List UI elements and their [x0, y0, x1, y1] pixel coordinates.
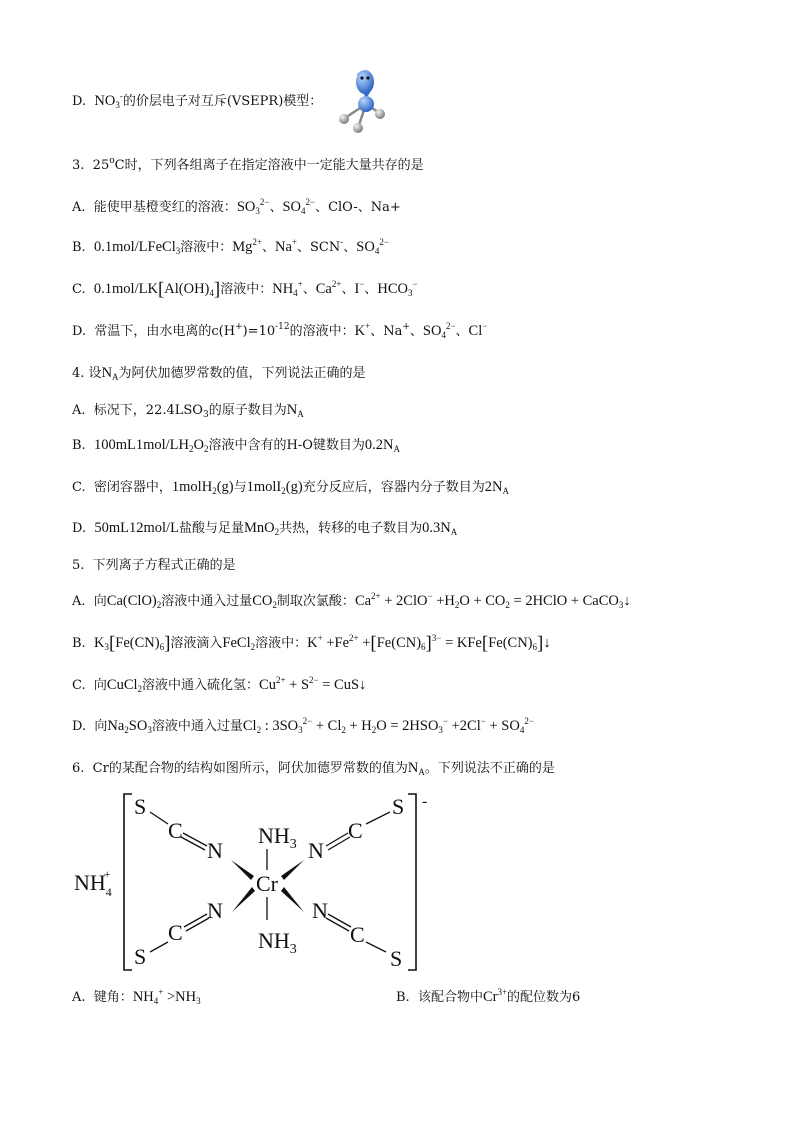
nitrogen-upper-left: N: [207, 838, 223, 863]
carbon-lower-right: C: [350, 922, 365, 947]
ammine-ligand-bottom: $NH_3$: [258, 928, 297, 957]
q4-option-c: C. 密闭容器中，1molH$_2$(g)与1molI$_2$(g)充分反应后，容器内分子数目为$2N_A$: [72, 479, 509, 496]
complex-charge: -: [422, 793, 428, 810]
carbon-lower-left: C: [168, 920, 183, 945]
nitrogen-lower-left: N: [207, 898, 223, 923]
carbon-upper-left: C: [168, 818, 183, 843]
q3-option-a: A. 能使甲基橙变红的溶液：$SO_3^{2-}$、$SO_4^{2-}$、ClO-、Na+: [72, 197, 401, 216]
ammine-ligand-top: $NH_3$: [258, 823, 297, 852]
q3-stem: 3. 25$^o$C时，下列各组离子在指定溶液中一定能大量共存的是: [72, 156, 424, 173]
nitrogen-lower-right: N: [312, 898, 328, 923]
q5-stem: 5. 下列离子方程式正确的是: [72, 558, 236, 573]
carbon-upper-right: C: [348, 818, 363, 843]
q4-option-d: D. 50mL12mol/L盐酸与足量MnO$_2$共热，转移的电子数目为$0.3N_A$: [72, 520, 458, 537]
sulfur-upper-right: S: [392, 794, 405, 819]
nitrate-formula: $NO_3^-$: [94, 91, 123, 110]
q5-option-b: B. $K_3[Fe(CN)_6]$溶液滴入FeCl$_2$溶液中：$K^+ +Fe^{2+} +[Fe(CN)_6]^{3-}$ = $KFe[Fe(CN)_6]↓$: [72, 633, 551, 654]
ammonium-cation: $NH_4+$: [74, 867, 112, 899]
nitrogen-upper-right: N: [308, 838, 324, 863]
q3-option-c: C. $0.1mol/LK[Al(OH)_4]$溶液中：$NH_4^+$、$Ca^{2+}$、I−、$HCO_3^-$: [72, 279, 418, 300]
complex-structure-diagram: [70, 786, 440, 976]
chromium-center: Cr: [256, 871, 278, 896]
q6-stem: 6. Cr的某配合物的结构如图所示，阿伏加德罗常数的值为$N_A$。下列说法不正确的是: [72, 760, 555, 777]
q5-option-d: D. 向$Na_2SO_3$溶液中通入过量$Cl_2$ : $3SO_3^{2-} + Cl_2 + H_2O = 2HSO_3^- +2Cl^- + SO_4^{2-}$: [72, 716, 534, 735]
q5-option-a: A. 向$Ca(ClO)_2$溶液中通入过量$CO_2$制取次氯酸：$Ca^{2+} + 2ClO^- +H_2O + CO_2$ = 2HClO + CaCO$_3$↓: [72, 591, 631, 610]
q3-option-d: D. 常温下，由水电离的$c(H^+)=10^{-12}$的溶液中：K+、Na+、$SO_4^{2-}$、Cl−: [72, 321, 488, 340]
q6-option-b: B. 该配合物中$Cr^{3+}$的配位数为6: [396, 987, 581, 1005]
q4-option-a: A. 标况下，$22.4LSO_3$的原子数目为$N_A$: [72, 402, 304, 420]
q5-option-c: C. 向CuCl$_2$溶液中通入硫化氢：$Cu^{2+} + S^{2-}$ = CuS↓: [72, 675, 367, 694]
sulfur-lower-left: S: [134, 944, 147, 969]
q4-option-b: B. $100mL1mol/LH_2O_2$溶液中含有的H-O键数目为$0.2N_A$: [72, 437, 400, 454]
sulfur-lower-right: S: [390, 946, 403, 971]
sulfur-upper-left: S: [134, 794, 147, 819]
vsepr-model-image: [335, 68, 385, 134]
option-d-vsepr: D. $NO_3^-$的价层电子对互斥(VSEPR)模型：: [72, 91, 323, 110]
q6-option-a: A. 键角：$NH_4^+ >NH_3$: [72, 987, 201, 1006]
q4-stem: 4. 设$N_A$为阿伏加德罗常数的值，下列说法正确的是: [72, 365, 366, 382]
q3-option-b: B. 0.1mol/LFeCl$_3$溶液中：$Mg^{2+}$、Na+、SCN-、$SO_4^{2-}$: [72, 237, 389, 256]
